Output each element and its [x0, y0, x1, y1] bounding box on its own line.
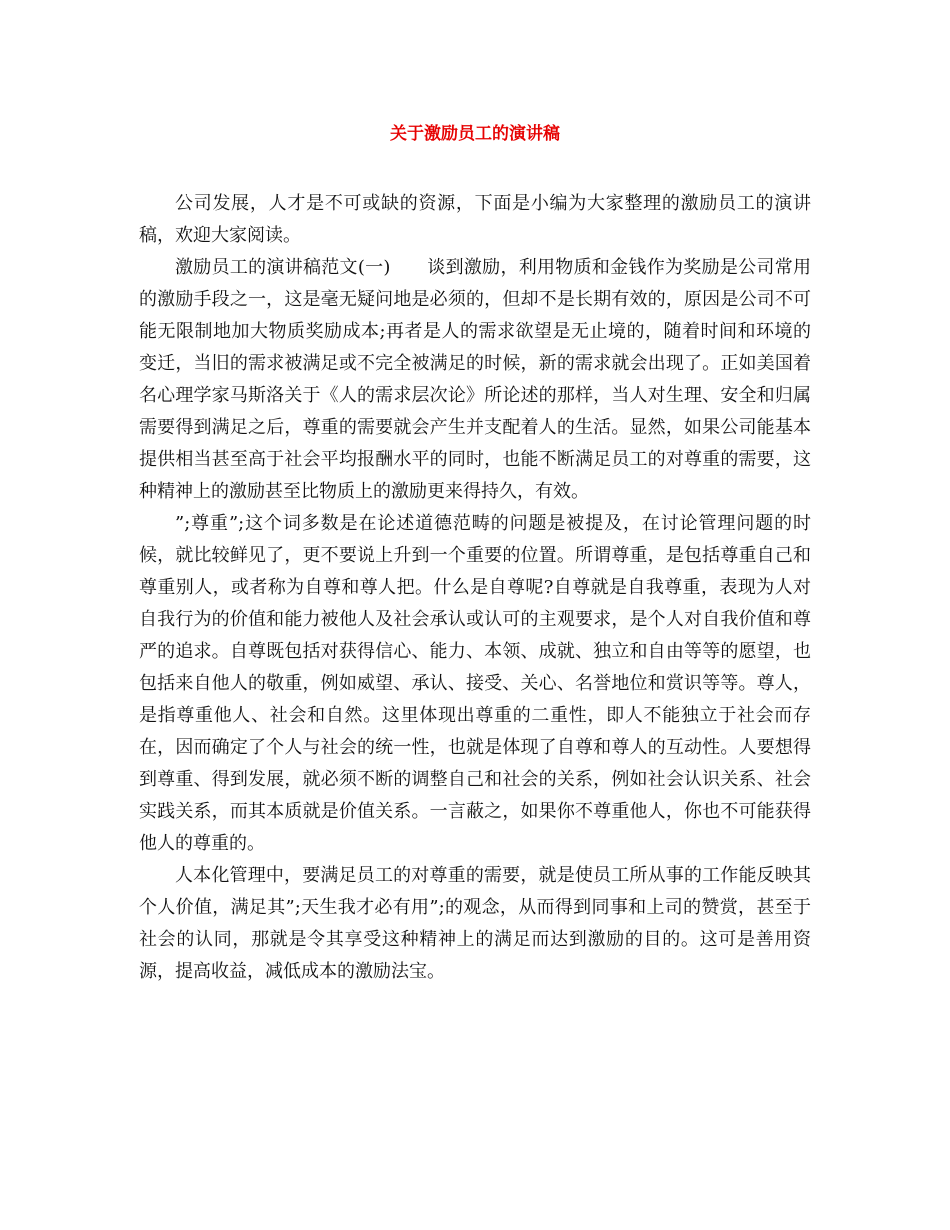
paragraph-1: 公司发展，人才是不可或缺的资源，下面是小编为大家整理的激励员工的演讲稿，欢迎大家阅读。 — [139, 193, 811, 246]
paragraph-3: ”;尊重”;这个词多数是在论述道德范畴的问题是被提及，在讨论管理问题的时候，就比较鲜见了，更不要说上升到一个重要的位置。所谓尊重，是包括尊重自己和尊重别人，或者称为自尊和尊人把。什么是自尊呢?自尊就是自我尊重，表现为人对自我行为的价值和能力被他人及社会承认或认可的主观要求，是个人对自我价值和尊严的追求。自尊既包括对获得信心、能力、本领、成就、独立和自由等等的愿望，也包括来自他人的敬重，例如威望、承认、接受、关心、名誉地位和赏识等等。尊人，是指尊重他人、社会和自然。这里体现出尊重的二重性，即人不能独立于社会而存在，因而确定了个人与社会的统一性，也就是体现了自尊和尊人的互动性。人要想得到尊重、得到发展，就必须不断的调整自己和社会的关系，例如社会认识关系、社会实践关系，而其本质就是价值关系。一言蔽之，如果你不尊重他人，你也不可能获得他人的尊重的。 — [139, 513, 811, 854]
page-title: 关于激励员工的演讲稿 — [390, 124, 560, 144]
paragraph-2: 激励员工的演讲稿范文(一) 谈到激励，利用物质和金钱作为奖励是公司常用的激励手段之一，这是毫无疑问地是必须的，但却不是长期有效的，原因是公司不可能无限制地加大物质奖励成本;再者是人的需求欲望是无止境的，随着时间和环境的变迁，当旧的需求被满足或不完全被满足的时候，新的需求就会出现了。正如美国着名心理学家马斯洛关于《人的需求层次论》所论述的那样，当人对生理、安全和归属需要得到满足之后，尊重的需要就会产生并支配着人的生活。显然，如果公司能基本提供相当甚至高于社会平均报酬水平的同时，也能不断满足员工的对尊重的需要，这种精神上的激励甚至比物质上的激励更来得持久，有效。 — [139, 257, 811, 502]
document-body — [139, 188, 811, 988]
paragraph-4: 人本化管理中，要满足员工的对尊重的需要，就是使员工所从事的工作能反映其个人价值，满足其”;天生我才必有用”;的观念，从而得到同事和上司的赞赏，甚至于社会的认同，那就是令其享受这种精神上的满足而达到激励的目的。这可是善用资源，提高收益，减低成本的激励法宝。 — [139, 865, 811, 982]
